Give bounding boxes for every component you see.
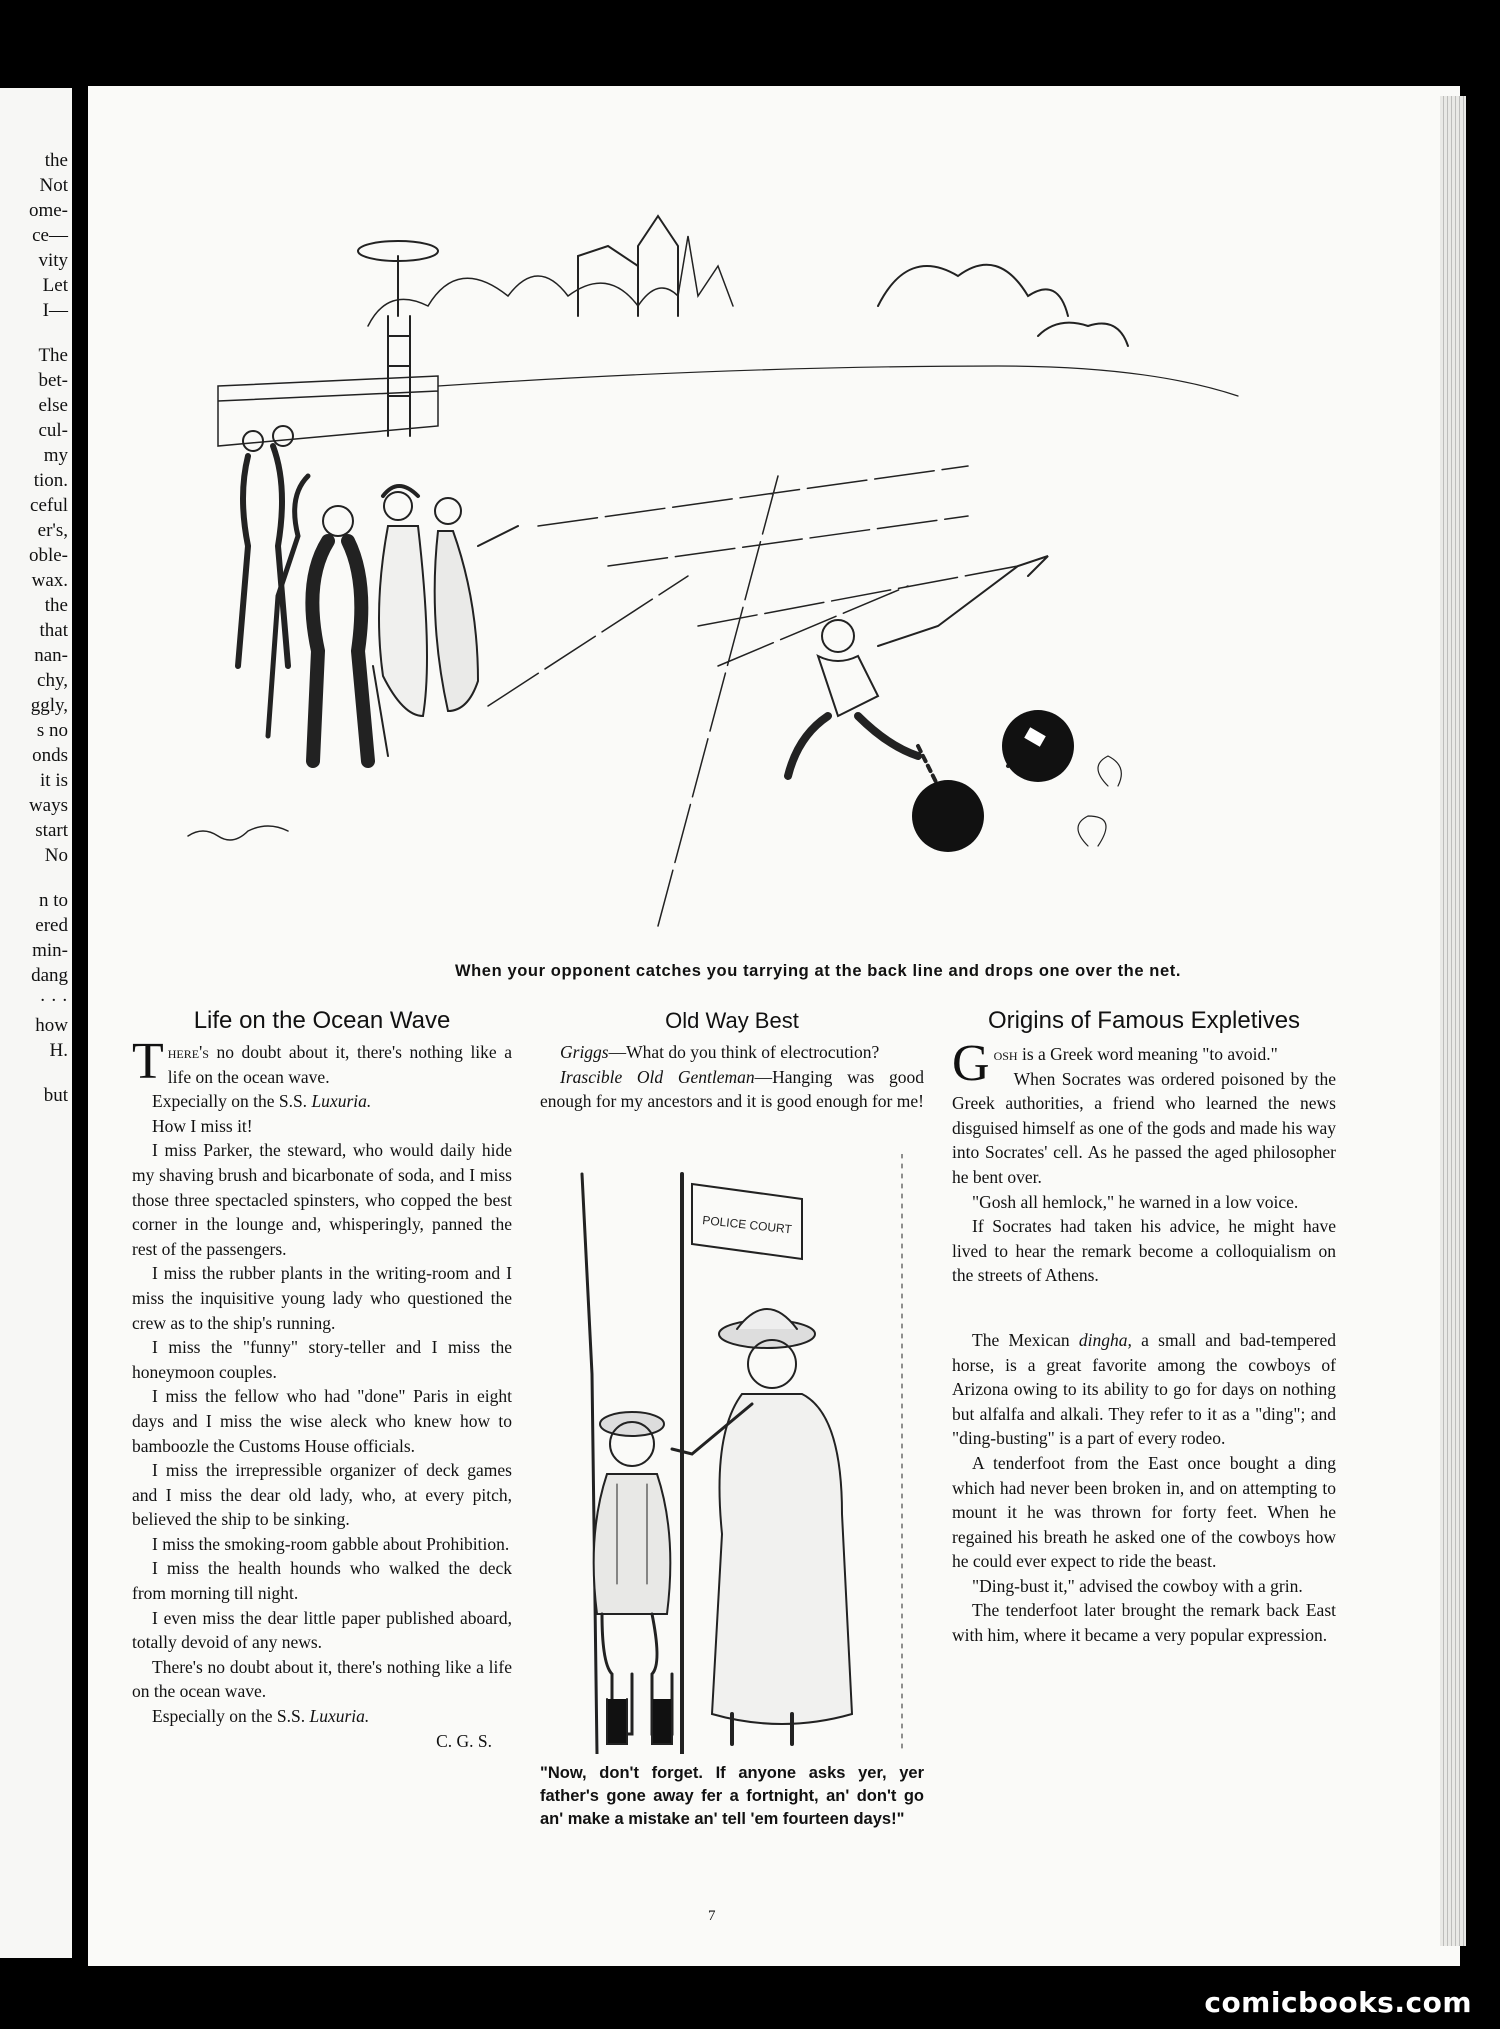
paragraph: I miss the fellow who had "done" Paris in eight days and I miss the wise aleck who knew how to bamboozle the Customs House officials. (132, 1386, 512, 1456)
watermark: comicbooks.com (1204, 1986, 1472, 2019)
paragraph: How I miss it! (152, 1115, 253, 1136)
left-page-text-fragment: start (35, 820, 68, 841)
left-page-text-fragment: bet- (38, 370, 68, 391)
paragraph: Expecially on the S.S. Luxuria. (152, 1091, 372, 1112)
paragraph: Gosh is a Greek word meaning "to avoid." (952, 1035, 1278, 1092)
left-page-text-fragment: nan- (34, 645, 68, 666)
drop-cap: G (952, 1035, 990, 1092)
article-title: Old Way Best (665, 1008, 799, 1033)
sign-text: POLICE COURT (701, 1212, 793, 1237)
paragraph: A tenderfoot from the East once bought a ding which had never been broken in, and on attempting to mount it he was thrown for forty feet. When he regained his breath he asked one of the cowboys how he could ever expect to ride the beast. (952, 1452, 1336, 1572)
paragraph: There's no doubt about it, there's nothing like a life on the ocean wave. (132, 1033, 512, 1090)
left-page-text-fragment: but (43, 1085, 68, 1106)
left-page-text-fragment: ways (28, 795, 68, 816)
paragraph: I miss the irrepressible organizer of deck games and I miss the dear old lady, who, at every pitch, believed the ship to be sinking. (132, 1460, 512, 1530)
cartoon-caption: "Now, don't forget. If anyone asks yer, yer father's gone away fer a fortnight, an' don't go an' make a mistake an' tell 'em fourteen days!" (540, 1763, 924, 1828)
left-page-text-fragment: onds (32, 745, 68, 766)
page-edge (1440, 96, 1466, 1946)
paragraph: "Ding-bust it," advised the cowboy with a grin. (972, 1575, 1303, 1596)
paragraph: I miss the smoking-room gabble about Prohibition. (152, 1533, 510, 1554)
left-page-text-fragment: er's, (37, 520, 68, 541)
left-page-text-fragment: ome- (28, 200, 68, 221)
left-page-text-fragment: min- (32, 940, 68, 961)
left-page-text-fragment: Let (42, 275, 68, 296)
page-number: 7 (708, 1908, 716, 1924)
left-page-text-fragment: dang (31, 965, 68, 986)
left-page-text-fragment: No (44, 845, 68, 866)
paragraph: "Gosh all hemlock," he warned in a low voice. (972, 1191, 1299, 1212)
left-page-text-fragment: the (44, 595, 68, 616)
paragraph: I miss the "funny" story-teller and I miss the honeymoon couples. (132, 1337, 512, 1382)
left-page-text-fragment: my (43, 445, 68, 466)
left-page-text-fragment: Not (39, 175, 68, 196)
paragraph: There's no doubt about it, there's nothing like a life on the ocean wave. (132, 1656, 512, 1702)
left-page-text-fragment: s no (36, 720, 68, 741)
left-page-text-fragment: tion. (33, 470, 68, 491)
paragraph: The tenderfoot later brought the remark back East with him, where it became a very popular expression. (952, 1600, 1336, 1646)
left-page-text-fragment: I— (42, 300, 68, 321)
dialogue-line: Irascible Old Gentleman—Hanging was good enough for my ancestors and it is good enough for me! (540, 1066, 924, 1112)
illustration-caption: When your opponent catches you tarrying at the back line and drops one over the net. (454, 962, 1182, 980)
paragraph: I even miss the dear little paper published aboard, totally devoid of any news. (132, 1607, 512, 1653)
article-old-way-best (540, 1006, 924, 1831)
left-page-text-fragment: chy, (37, 670, 68, 691)
police-court-cartoon (552, 1154, 912, 1754)
left-page-text-fragment: vity (38, 250, 68, 271)
left-page-text-fragment: n to (38, 890, 68, 911)
left-page-text-fragment: wax. (31, 570, 68, 591)
left-page-text-fragment: else (38, 395, 68, 416)
article-title: Life on the Ocean Wave (193, 1007, 451, 1034)
drop-cap: T (132, 1033, 164, 1090)
signature: C. G. S. (436, 1730, 492, 1751)
left-page-text-fragment: ceful (30, 495, 68, 516)
tennis-illustration (158, 146, 1318, 946)
left-page-text-fragment: · · · (39, 990, 68, 1011)
left-page-fragment (0, 88, 72, 1958)
left-page-text-fragment: oble- (28, 545, 68, 566)
dialogue-line: Griggs—What do you think of electrocution? (560, 1042, 880, 1062)
left-page-text-fragment: ered (35, 915, 68, 936)
left-page-text-fragment: how (35, 1015, 68, 1036)
article-life-on-the-ocean-wave (132, 1006, 512, 1753)
article-title: Origins of Famous Expletives (987, 1007, 1301, 1034)
left-page-text-fragment: ce— (32, 225, 68, 246)
left-page-text-fragment: it is (40, 770, 68, 791)
article-origins-of-famous-expletives (952, 1006, 1336, 1648)
left-page-text-fragment: The (38, 345, 68, 366)
paragraph: I miss the health hounds who walked the deck from morning till night. (132, 1558, 512, 1604)
left-page-text-fragment: ggly, (30, 695, 68, 716)
paragraph: I miss Parker, the steward, who would daily hide my shaving brush and bicarbonate of soda, and I miss those three spectacled spinsters, who copped the best corner in the lounge and, whisperingly, panned the rest of the passengers. (132, 1140, 512, 1259)
left-page-text-fragment: cul- (38, 420, 68, 441)
left-page-text-fragment: the (44, 150, 68, 171)
paragraph: The Mexican dingha, a small and bad-tempered horse, is a great favorite among the cowboys of Arizona owing to its ability to go for days on nothing but alfalfa and alkali. They refer to it as a "ding"; and "ding-busting" is a part of every rodeo. (952, 1329, 1336, 1449)
paragraph: When Socrates was ordered poisoned by the Greek authorities, a friend who learned the news disguised himself as one of the gods and made his way into Socrates' cell. As he passed the aged philosopher he bent over. (952, 1068, 1336, 1187)
left-page-text-fragment: H. (49, 1040, 68, 1061)
paragraph: If Socrates had taken his advice, he might have lived to hear the remark become a colloquialism on the streets of Athens. (952, 1216, 1336, 1286)
paragraph: Especially on the S.S. Luxuria. (152, 1706, 370, 1727)
magazine-page (88, 86, 1460, 1966)
paragraph: I miss the rubber plants in the writing-room and I miss the inquisitive young lady who questioned the crew as to the ship's running. (132, 1263, 512, 1333)
left-page-text-fragment: that (39, 620, 68, 641)
